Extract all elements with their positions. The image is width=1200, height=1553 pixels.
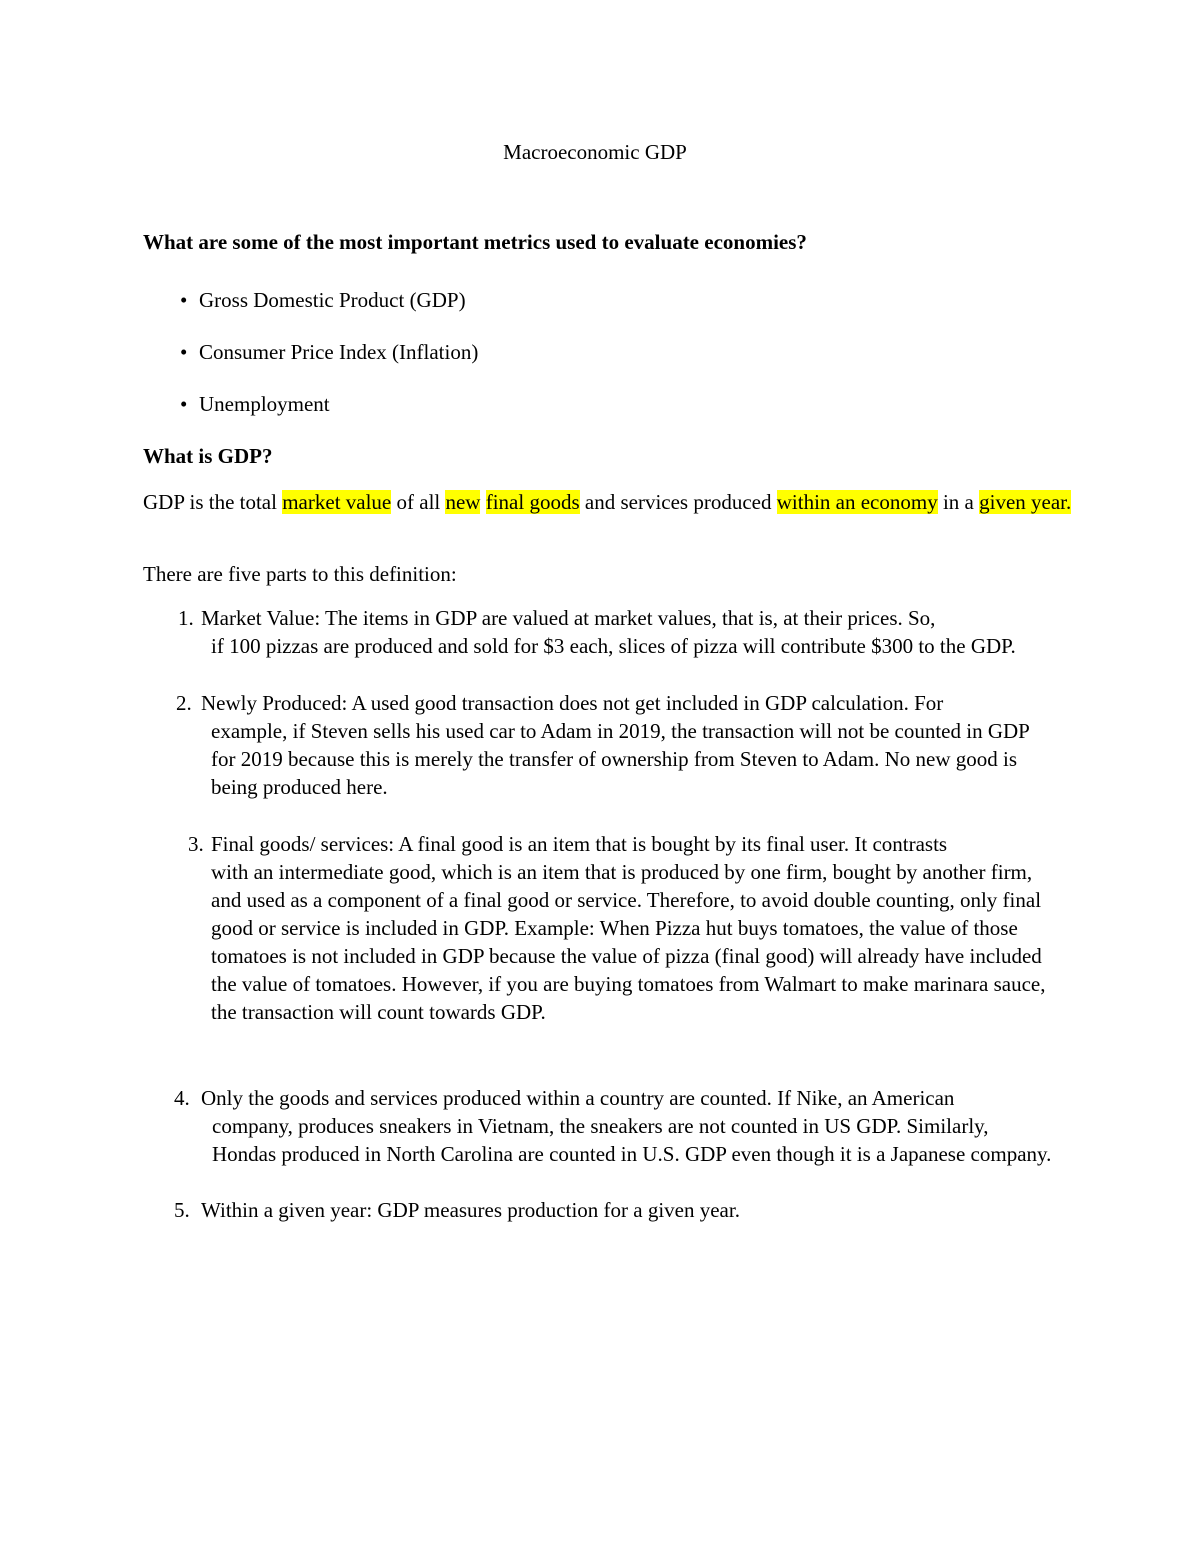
- definition-part-3: [188, 830, 1048, 1026]
- bullet-icon: •: [180, 392, 188, 416]
- item-first-line: Only the goods and services produced within a country are counted. If Nike, an American: [201, 1086, 955, 1110]
- item-continuation: company, produces sneakers in Vietnam, the sneakers are not counted in US GDP. Similarly, Hondas produced in North Carolina are counted in U.S. GDP even though it is a Japanese company.: [212, 1114, 1052, 1166]
- item-first-line: Within a given year: GDP measures production for a given year.: [201, 1198, 740, 1222]
- list-item: [180, 285, 478, 337]
- definition-text: [480, 490, 485, 514]
- item-continuation: example, if Steven sells his used car to Adam in 2019, the transaction will not be counted in GDP for 2019 because this is merely the transfer of ownership from Steven to Adam. No new good is being produced here.: [211, 719, 1030, 799]
- definition-text: and services produced: [579, 490, 777, 514]
- definition-intro: There are five parts to this definition:: [143, 562, 457, 586]
- highlighted-term: within an economy: [776, 490, 938, 514]
- bullet-text: Consumer Price Index (Inflation): [199, 340, 479, 364]
- definition-text: of all: [391, 490, 446, 514]
- item-number: 5.: [174, 1198, 190, 1222]
- bullet-icon: •: [180, 340, 188, 364]
- definition-text: in a: [937, 490, 980, 514]
- highlighted-term: market value: [282, 490, 392, 514]
- document-title: Macroeconomic GDP: [503, 140, 687, 164]
- section-heading-metrics: What are some of the most important metrics used to evaluate economies?: [143, 230, 807, 254]
- highlighted-term: given year.: [979, 490, 1072, 514]
- bullet-text: Gross Domestic Product (GDP): [199, 288, 466, 312]
- metrics-bullet-list: [180, 285, 478, 441]
- item-continuation: with an intermediate good, which is an item that is produced by one firm, bought by another firm, and used as a component of a final good or service. Therefore, to avoid double counting, only final good or service is included in GDP. Example: When Pizza hut buys tomatoes, the value of those tomatoes is not included in GDP because the value of pizza (final good) will already have included the value of tomatoes. However, if you are buying tomatoes from Walmart to make marinara sauce, the transaction will count towards GDP.: [211, 860, 1046, 1024]
- item-number: 1.: [178, 606, 194, 630]
- bullet-icon: •: [180, 288, 188, 312]
- list-item: [180, 337, 478, 389]
- item-number: 3.: [188, 832, 204, 856]
- highlighted-term: final goods: [485, 490, 580, 514]
- list-item: [180, 389, 478, 441]
- section-heading-what-is-gdp: What is GDP?: [143, 444, 273, 468]
- definition-part-2: [176, 689, 1056, 801]
- definition-part-4: [174, 1084, 1054, 1168]
- highlighted-term: new: [445, 490, 481, 514]
- definition-part-1: [178, 604, 1058, 660]
- item-first-line: Market Value: The items in GDP are valued at market values, that is, at their prices. So,: [201, 606, 936, 630]
- definition-text: GDP is the total: [143, 490, 283, 514]
- bullet-text: Unemployment: [199, 392, 330, 416]
- item-number: 4.: [174, 1086, 190, 1110]
- item-first-line: Final goods/ services: A final good is an item that is bought by its final user. It contrasts: [211, 832, 948, 856]
- item-continuation: if 100 pizzas are produced and sold for $3 each, slices of pizza will contribute $300 to the GDP.: [211, 634, 1016, 658]
- definition-part-5: [174, 1196, 1054, 1224]
- item-number: 2.: [176, 691, 192, 715]
- item-first-line: Newly Produced: A used good transaction does not get included in GDP calculation. For: [201, 691, 944, 715]
- gdp-definition-paragraph: [143, 489, 1073, 516]
